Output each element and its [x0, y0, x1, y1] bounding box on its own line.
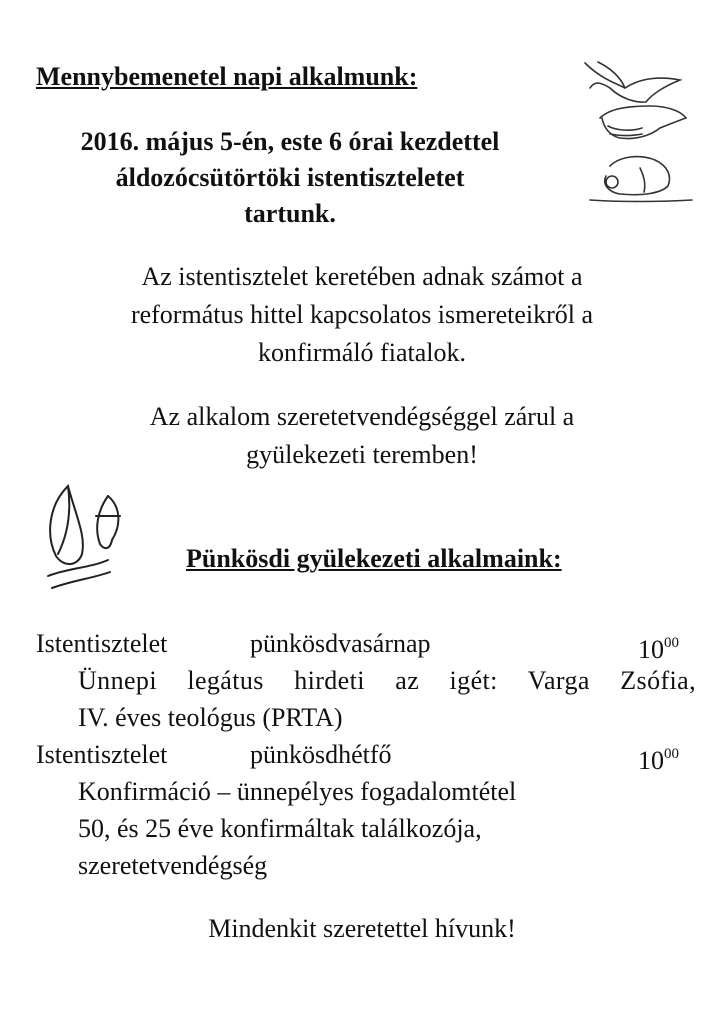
event-title: Istentisztelet	[36, 629, 168, 658]
reception-paragraph	[20, 398, 704, 474]
announcement-line-1: 2016. május 5-én, este 6 órai kezdettel	[80, 127, 500, 156]
event-day: pünkösdvasárnap	[250, 629, 431, 658]
announcement-line-2: áldozócsütörtöki istentiszteletet	[115, 163, 465, 192]
event-row	[36, 736, 696, 773]
event-time: $10^{00}$	[638, 635, 679, 664]
event-detail-line: szeretetvendégség	[78, 851, 268, 880]
event-detail-line: 50, és 25 éve konfirmáltak találkozója,	[78, 814, 482, 843]
event-day: pünkösdhétfő	[250, 740, 392, 769]
event-details	[78, 662, 696, 736]
event-time: $10^{00}$	[638, 746, 679, 775]
event-title: Istentisztelet	[36, 740, 168, 769]
flame-dove-icon	[38, 476, 133, 606]
event-details	[78, 773, 696, 884]
ascension-heading: Mennybemenetel napi alkalmunk:	[36, 62, 418, 91]
event-detail-line: Ünnepi legátus hirdeti az igét: Varga Zsófia,	[78, 666, 696, 695]
pentecost-heading: Pünkösdi gyülekezeti alkalmaink:	[186, 544, 562, 573]
paragraph-line-3: konfirmáló fiatalok.	[258, 338, 466, 367]
dove-hands-icon	[580, 58, 700, 208]
confirmation-paragraph	[20, 258, 704, 372]
paragraph-line-2: gyülekezeti teremben!	[246, 440, 478, 469]
paragraph-line-1: Az istentisztelet keretében adnak számot a	[141, 262, 583, 291]
closing-text: Mindenkit szeretettel hívunk!	[208, 914, 516, 943]
announcement-line-3: tartunk.	[244, 199, 336, 228]
event-detail-line: IV. éves teológus (PRTA)	[78, 703, 343, 732]
paragraph-line-2: református hittel kapcsolatos ismereteikről a	[130, 300, 594, 329]
ascension-announcement	[20, 124, 560, 232]
paragraph-line-1: Az alkalom szeretetvendégséggel zárul a	[149, 402, 575, 431]
event-detail-line: Konfirmáció – ünnepélyes fogadalomtétel	[78, 777, 517, 806]
event-row	[36, 625, 696, 662]
